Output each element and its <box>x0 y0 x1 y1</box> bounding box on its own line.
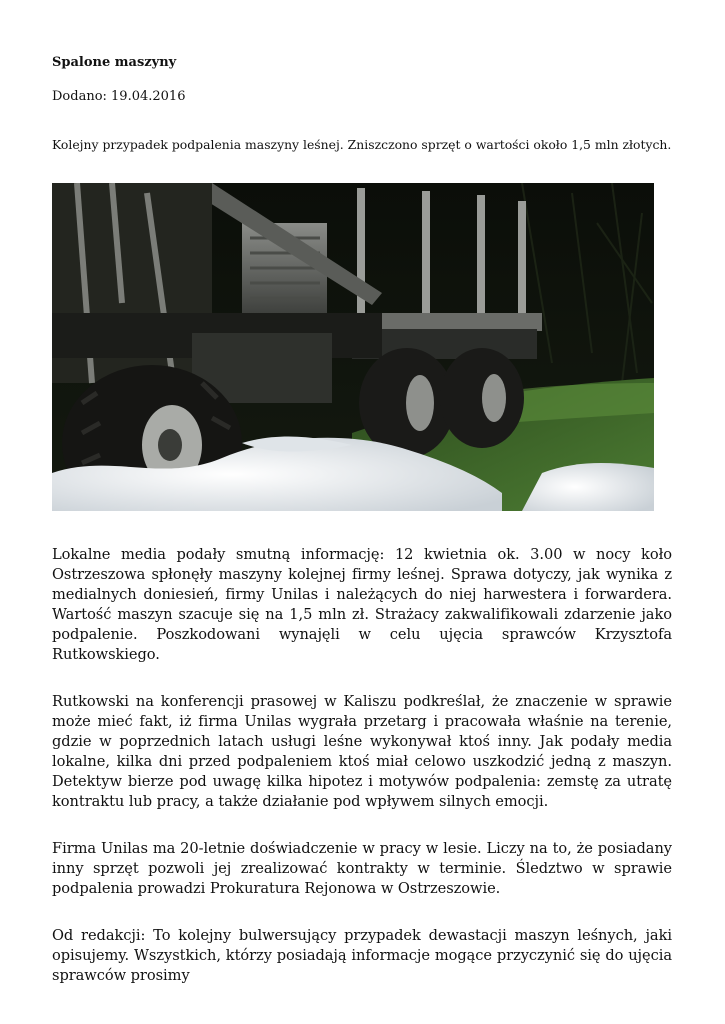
article-paragraph: Lokalne media podały smutną informację: 12 kwietnia ok. 3.00 w nocy koło Ostrzeszowa spłonęły maszyny kolejnej firmy leśnej. Sprawa dotyczy, jak wynika z medialnych doniesień, firmy Unilas i należących do niej harwestera i forwardera. Wartość maszyn szacuje się na 1,5 mln zł. Strażacy zakwalifikowali zdarzenie jako podpalenie. Poszkodowani wynajęli w celu ujęcia sprawców Krzysztofa Rutkowskiego. <box>52 546 672 663</box>
article-title: Spalone maszyny <box>52 55 177 70</box>
article-date: Dodano: 19.04.2016 <box>52 89 186 104</box>
article-paragraph: Rutkowski na konferencji prasowej w Kaliszu podkreślał, że znaczenie w sprawie może mieć fakt, iż firma Unilas wygrała przetarg i pracowała właśnie na terenie, gdzie w poprzednich latach usługi leśne wykonywał ktoś inny. Jak podały media lokalne, kilka dni przed podpaleniem ktoś miał celowo uszkodzić jedną z maszyn. Detektyw bierze pod uwagę kilka hipotez i motywów podpalenia: zemstę za utratę kontraktu lub pracy, a także działanie pod wpływem silnych emocji. <box>52 693 672 810</box>
burned-forestry-machine-photo <box>52 183 654 511</box>
article-paragraph: Firma Unilas ma 20-letnie doświadczenie w pracy w lesie. Liczy na to, że posiadany inny sprzęt pozwoli jej zrealizować kontrakty w terminie. Śledztwo w sprawie podpalenia prowadzi Prokuratura Rejonowa w Ostrzeszowie. <box>52 840 672 897</box>
article-paragraph: Od redakcji: To kolejny bulwersujący przypadek dewastacji maszyn leśnych, jaki opisujemy. Wszystkich, którzy posiadają informacje mogące przyczynić się do ujęcia sprawców prosimy <box>52 927 672 984</box>
photo-illustration <box>52 183 654 511</box>
article-body <box>52 545 672 1013</box>
article-lead: Kolejny przypadek podpalenia maszyny leśnej. Zniszczono sprzęt o wartości około 1,5 mln złotych. <box>52 137 672 152</box>
